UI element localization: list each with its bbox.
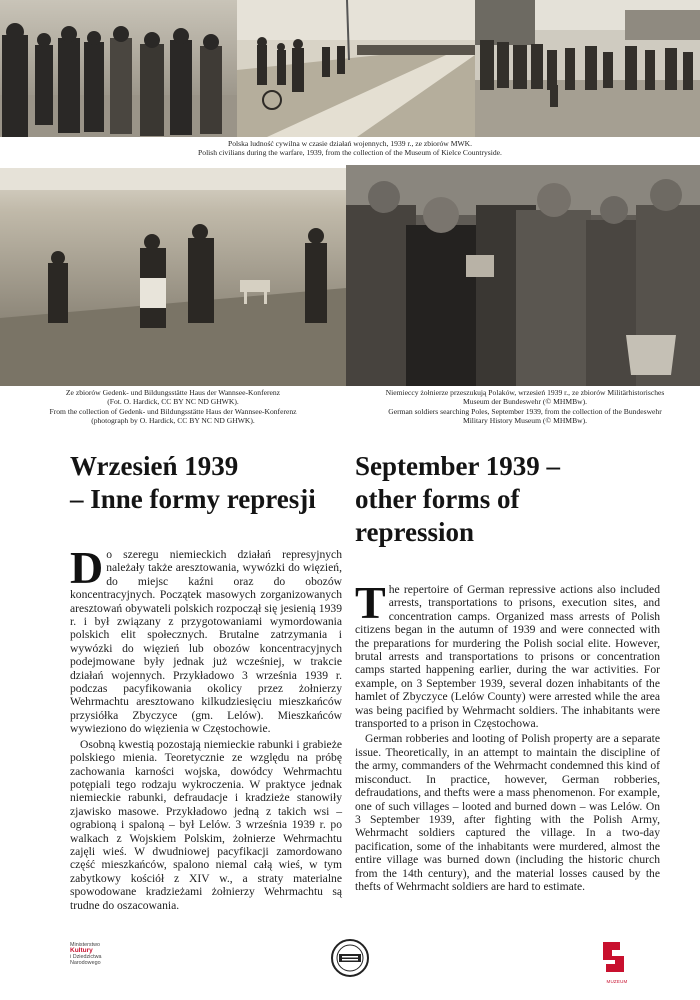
en-paragraph-2: German robberies and looting of Polish property are a separate issue. Theoretically, in an attempt to maintain the discipline of the army, commanders of the Wehrmacht condemned this kind of misconduct. In practice, however, German robberies, defraudations, and thefts were a mass phenomenon. For example, one of such villages – looted and burned down – was Lelów. On 3 September 1939, after fighting with the Polish Army, Wehrmacht soldiers captured the village. In a two-day pacification, some of the inhabitants were murdered, almost the entire village was burned down (including the historic church from the 14th century), and the material losses caused by the thefts of Wehrmacht soldiers are hard to estimate. [355, 732, 660, 893]
pl-paragraph-1 [70, 542, 342, 736]
right-photo-caption [350, 388, 700, 426]
en-paragraph-1 [355, 577, 660, 731]
photo-village-crowd [475, 0, 700, 137]
en-title-line2: other forms of [355, 484, 520, 514]
pl-paragraph-1-text: o szeregu niemieckich działań represyjnych należały także aresztowania, wywózki do więzień, do miejsc kaźni oraz do obozów koncentracyjnych. Początek masowych zorganizowanych aresztowań obywateli polskich rozpoczął się jesienią 1939 r. i był związany z przygotowaniami wymordowania polskich elit społecznych. Brutalne zatrzymania i wywózki do więzień lub obozów koncentracyjnych podejmowane były jednak już wcześniej, w trakcie działań wojennych. Przykładowo 3 września 1939 r. podczas pacyfikowania okolicy przez żołnierzy Wehrmachtu aresztowano kilkudziesięciu mieszkańców przysiółka Zbyczyce (gm. Lelów). Mieszkańców wywieziono do więzienia w Częstochowie. [70, 548, 342, 736]
en-dropcap: T [355, 577, 386, 628]
right-caption-line2: Museum der Bundeswehr (© MHMBw). [462, 397, 588, 407]
ministry-line3: i Dziedzictwa [70, 954, 102, 960]
pl-paragraph-2: Osobną kwestią pozostają niemieckie rabunki i grabieże polskiego mienia. Teoretycznie ze względu na próbę zachowania karności wojska, dowódcy Wehrmachtu potępiali tego rodzaju wykroczenia. W praktyce jednak niemieckie rabunki, defraudacje i kradzieże stanowiły zjawisko masowe. Przykładowo jedną z takich wsi – ograbioną i spaloną – był Lelów. 3 września 1939 r. po walkach z Wojskiem Polskim, żołnierze Wehrmachtu zajęli wieś. W dwudniowej pacyfikacji zamordowano część mieszkańców, spalono niemal całą wieś, w tym zabytkowy kościół z XIV w., a straty materialne spowodowane kradzieżami żołnierzy Wehrmachtu są trudne do oszacowania. [70, 737, 342, 912]
left-caption-line4: (photograph by O. Hardick, CC BY NC ND GHWK). [91, 416, 255, 426]
ministry-line1: Ministerstwo [70, 942, 100, 948]
museum-red-logo-icon [600, 940, 630, 974]
photo-search [346, 165, 700, 386]
photo-road-column [237, 0, 475, 137]
ministry-logo [70, 942, 130, 966]
top-caption-pl: Polska ludność cywilna w czasie działań wojennych, 1939 r., ze zbiorów MWK. [228, 139, 472, 148]
left-photo-caption [0, 388, 346, 426]
en-article [355, 577, 660, 893]
photo-officers [0, 0, 237, 137]
en-title-line3: repression [355, 517, 475, 547]
pl-title-line2: – Inne formy represji [70, 484, 316, 514]
left-caption-line2: (Fot. O. Hardick, CC BY NC ND GHWK). [107, 397, 239, 407]
right-caption-line4: Military History Museum (© MHMBw). [462, 416, 588, 426]
pl-article [70, 542, 342, 912]
museum-red-logo-text: MUZEUM [606, 979, 628, 984]
left-caption-line3: From the collection of Gedenk- und Bildungsstätte Haus der Wannsee-Konferenz [49, 406, 297, 416]
en-paragraph-1-text: he repertoire of German repressive actions also included arrests, transportations to prisons, execution sites, and concentration camps. Organized mass arrests of Polish citizens began in the autumn of 1939 and were connected with the preparations for murdering the Polish social elite. However, brutal arrests and transportations to prisons or concentration camps started happening earlier, during the war activities. For example, on 3 September 1939, several dozen inhabitants of the hamlet of Zbyczyce (Lelów County) were arrested while the area was being pacified by Wehrmacht soldiers. The inhabitants were transported to a prison in Częstochowa. [355, 583, 660, 731]
pl-title-line1: Wrzesień 1939 [70, 451, 239, 481]
right-caption-line3: German soldiers searching Poles, September 1939, from the collection of the Bundeswehr [388, 406, 662, 416]
left-caption-line1: Ze zbiorów Gedenk- und Bildungsstätte Haus der Wannsee-Konferenz [65, 388, 281, 397]
top-caption-en: Polish civilians during the warfare, 1939, from the collection of the Museum of Kielce Countryside. [198, 148, 502, 158]
right-caption-line1: Niemieccy żołnierze przeszukują Polaków, wrzesień 1939 r., ze zbiorów Militärhistorisches [385, 388, 665, 397]
pl-dropcap: D [70, 542, 104, 593]
pl-title [70, 450, 340, 516]
top-photo-caption [0, 139, 700, 158]
photo-field-refugees [0, 168, 346, 386]
museum-red-logo [600, 940, 634, 984]
ministry-line2: Kultury [70, 947, 93, 954]
en-title-line1: September 1939 – [355, 451, 560, 481]
ministry-line4: Narodowego [70, 960, 101, 966]
en-title [355, 450, 675, 549]
museum-seal-icon [330, 938, 370, 983]
